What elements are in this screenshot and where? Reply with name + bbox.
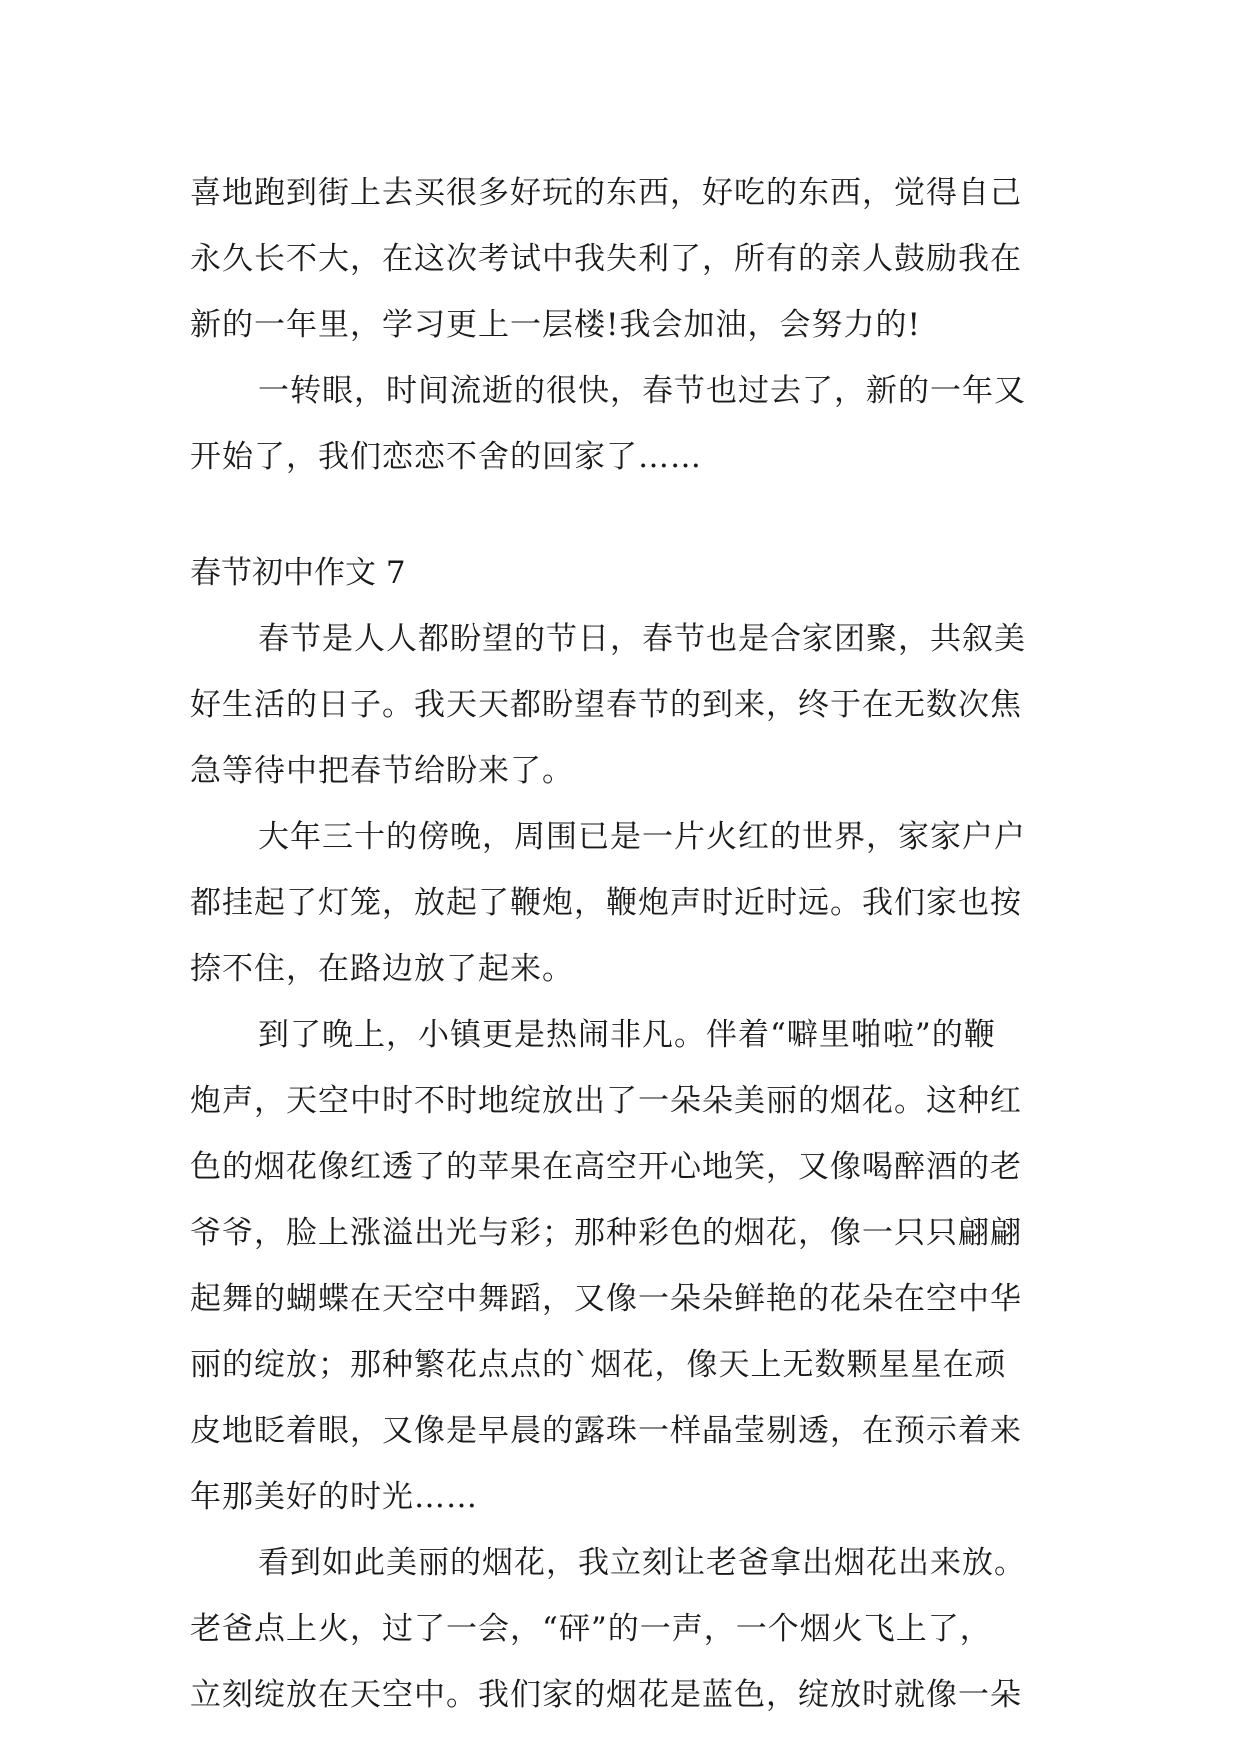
document-page [190,160,1060,1728]
text-line: 好生活的日子。我天天都盼望春节的到来，终于在无数次焦 [190,687,1022,723]
text-line: 捺不住，在路边放了起来。 [190,951,574,987]
text-line: 喜地跑到街上去买很多好玩的东西，好吃的东西，觉得自己 [190,175,1022,211]
text-line: 永久长不大，在这次考试中我失利了，所有的亲人鼓励我在 [190,241,1022,277]
text-line: 大年三十的傍晚，周围已是一片火红的世界，家家户户 [258,819,1026,855]
text-line: 急等待中把春节给盼来了。 [190,753,574,789]
paragraph [190,606,1060,804]
text-line: 丽的绽放；那种繁花点点的`烟花，像天上无数颗星星在顽 [190,1347,1007,1383]
text-line: 皮地眨着眼，又像是早晨的露珠一样晶莹剔透，在预示着来 [190,1413,1022,1449]
text-line: 到了晚上，小镇更是热闹非凡。伴着“噼里啪啦”的鞭 [258,1017,996,1053]
text-line: 都挂起了灯笼，放起了鞭炮，鞭炮声时近时远。我们家也按 [190,885,1022,921]
paragraph [190,1002,1060,1530]
text-line: 年那美好的时光…… [190,1479,478,1515]
section-gap [190,490,1060,540]
paragraph [190,1530,1060,1728]
text-line: 新的一年里，学习更上一层楼!我会加油，会努力的! [190,307,921,343]
text-line: 开始了，我们恋恋不舍的回家了…… [190,439,702,475]
text-line: 春节是人人都盼望的节日，春节也是合家团聚，共叙美 [258,621,1026,657]
text-line: 起舞的蝴蝶在天空中舞蹈，又像一朵朵鲜艳的花朵在空中华 [190,1281,1022,1317]
text-line: 色的烟花像红透了的苹果在高空开心地笑，又像喝醉酒的老 [190,1149,1022,1185]
text-line: 一转眼，时间流逝的很快，春节也过去了，新的一年又 [258,373,1026,409]
essay-heading: 春节初中作文 7 [190,555,406,591]
text-line: 炮声，天空中时不时地绽放出了一朵朵美丽的烟花。这种红 [190,1083,1022,1119]
text-line: 爷爷，脸上涨溢出光与彩；那种彩色的烟花，像一只只翩翩 [190,1215,1022,1251]
paragraph [190,804,1060,1002]
paragraph [190,160,1060,358]
text-line: 看到如此美丽的烟花，我立刻让老爸拿出烟花出来放。 [258,1545,1026,1581]
paragraph [190,358,1060,490]
text-line: 立刻绽放在天空中。我们家的烟花是蓝色，绽放时就像一朵 [190,1677,1022,1713]
text-line: 老爸点上火，过了一会，“砰”的一声，一个烟火飞上了， [190,1611,992,1647]
